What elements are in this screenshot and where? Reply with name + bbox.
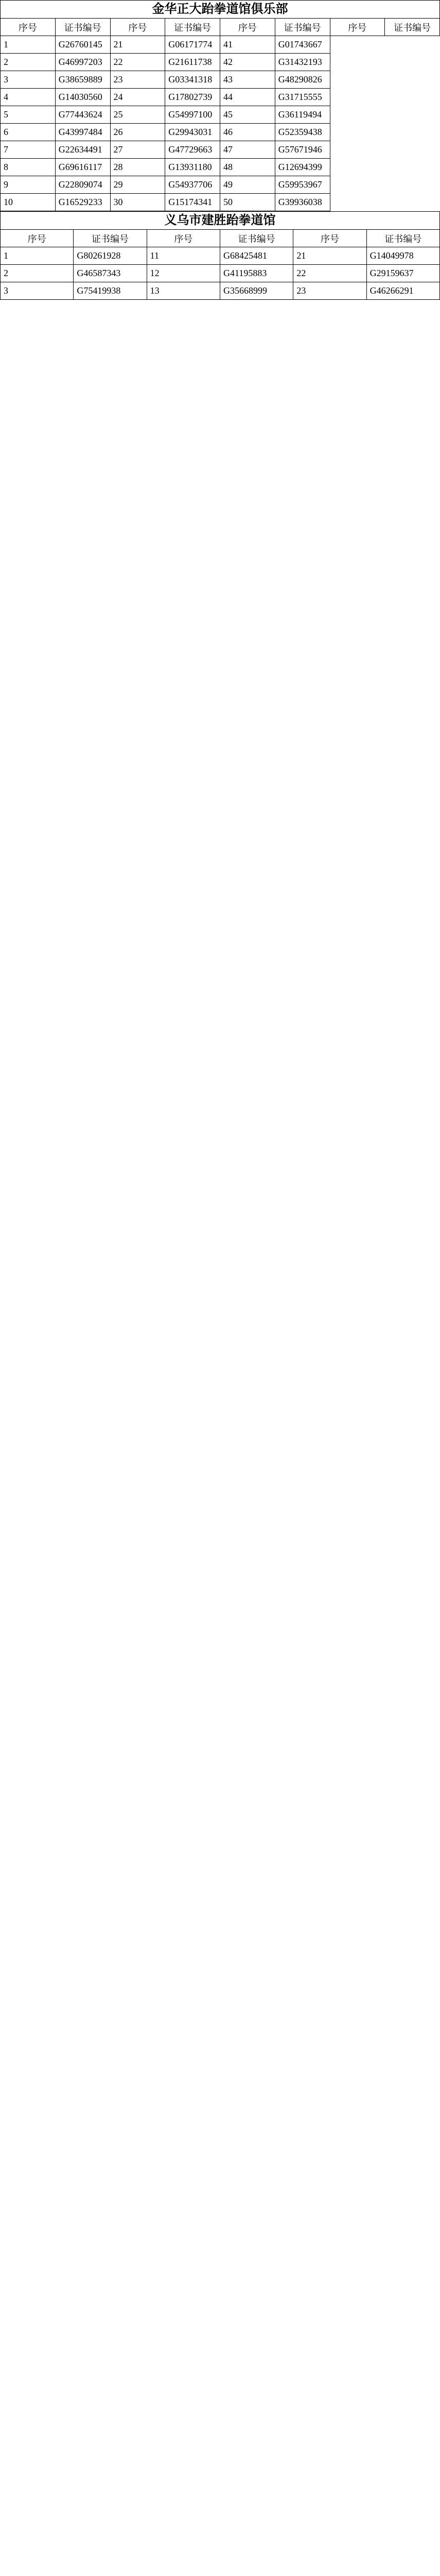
certificate-number-cell: G54937706 (165, 176, 220, 194)
table-row (1, 159, 440, 176)
certificate-number-cell: G59953967 (275, 176, 330, 194)
certificate-number-cell: G14030560 (55, 89, 110, 106)
table-header-cell: 序号 (147, 230, 220, 247)
certificate-number-cell: G41195883 (220, 265, 293, 282)
certificate-number-cell: G57671946 (275, 141, 330, 159)
table-header-cell: 证书编号 (165, 19, 220, 36)
certificate-number-cell: G77443624 (55, 106, 110, 124)
certificate-table (0, 229, 440, 300)
row-number-cell: 23 (110, 71, 165, 89)
table-row (1, 194, 440, 211)
row-number-cell: 2 (1, 265, 74, 282)
row-number-cell: 2 (1, 54, 56, 71)
row-number-cell: 42 (220, 54, 275, 71)
row-number-cell: 41 (220, 36, 275, 54)
row-number-cell: 4 (1, 89, 56, 106)
table-header-cell: 序号 (1, 19, 56, 36)
certificate-number-cell: G01743667 (275, 36, 330, 54)
row-number-cell: 1 (1, 36, 56, 54)
table-header-cell: 证书编号 (220, 230, 293, 247)
section-title: 义乌市建胜跆拳道馆 (0, 211, 440, 229)
table-header-cell: 证书编号 (55, 19, 110, 36)
row-number-cell: 13 (147, 282, 220, 300)
row-number-cell: 6 (1, 124, 56, 141)
certificate-number-cell: G15174341 (165, 194, 220, 211)
certificate-number-cell: G16529233 (55, 194, 110, 211)
table-row (1, 247, 440, 265)
certificate-number-cell: G46587343 (74, 265, 147, 282)
row-number-cell: 48 (220, 159, 275, 176)
table-header-cell: 证书编号 (366, 230, 439, 247)
certificate-number-cell: G39936038 (275, 194, 330, 211)
section (0, 0, 440, 211)
row-number-cell: 3 (1, 282, 74, 300)
certificate-number-cell: G17802739 (165, 89, 220, 106)
row-number-cell: 46 (220, 124, 275, 141)
certificate-number-cell: G36119494 (275, 106, 330, 124)
row-number-cell: 21 (293, 247, 366, 265)
row-number-cell: 7 (1, 141, 56, 159)
table-header-cell: 序号 (220, 19, 275, 36)
table-row (1, 89, 440, 106)
row-number-cell: 21 (110, 36, 165, 54)
table-header-cell: 序号 (1, 230, 74, 247)
table-row (1, 176, 440, 194)
row-number-cell: 26 (110, 124, 165, 141)
row-number-cell: 9 (1, 176, 56, 194)
row-number-cell: 11 (147, 247, 220, 265)
section-title: 金华正大跆拳道馆俱乐部 (0, 0, 440, 18)
table-header-row (1, 230, 440, 247)
certificate-table (0, 18, 440, 211)
table-row (1, 265, 440, 282)
certificate-number-cell: G06171774 (165, 36, 220, 54)
row-number-cell: 49 (220, 176, 275, 194)
table-header-cell: 序号 (110, 19, 165, 36)
table-row (1, 141, 440, 159)
row-number-cell: 45 (220, 106, 275, 124)
table-row (1, 282, 440, 300)
table-header-cell: 证书编号 (385, 19, 440, 36)
certificate-number-cell: G68425481 (220, 247, 293, 265)
row-number-cell: 43 (220, 71, 275, 89)
table-header-row (1, 19, 440, 36)
certificate-number-cell: G29943031 (165, 124, 220, 141)
row-number-cell: 22 (110, 54, 165, 71)
row-number-cell: 25 (110, 106, 165, 124)
row-number-cell: 30 (110, 194, 165, 211)
row-number-cell: 3 (1, 71, 56, 89)
row-number-cell: 10 (1, 194, 56, 211)
certificate-number-cell: G80261928 (74, 247, 147, 265)
section (0, 211, 440, 300)
row-number-cell: 29 (110, 176, 165, 194)
table-row (1, 124, 440, 141)
row-number-cell: 28 (110, 159, 165, 176)
certificate-number-cell: G47729663 (165, 141, 220, 159)
row-number-cell: 8 (1, 159, 56, 176)
certificate-number-cell: G03341318 (165, 71, 220, 89)
certificate-number-cell: G38659889 (55, 71, 110, 89)
row-number-cell: 22 (293, 265, 366, 282)
row-number-cell: 24 (110, 89, 165, 106)
certificate-number-cell: G13931180 (165, 159, 220, 176)
table-row (1, 54, 440, 71)
row-number-cell: 47 (220, 141, 275, 159)
certificate-number-cell: G46266291 (366, 282, 439, 300)
certificate-number-cell: G29159637 (366, 265, 439, 282)
row-number-cell: 44 (220, 89, 275, 106)
certificate-number-cell: G43997484 (55, 124, 110, 141)
certificate-number-cell: G31715555 (275, 89, 330, 106)
certificate-number-cell: G14049978 (366, 247, 439, 265)
table-header-cell: 证书编号 (275, 19, 330, 36)
certificate-number-cell: G48290826 (275, 71, 330, 89)
certificate-number-cell: G22634491 (55, 141, 110, 159)
certificate-number-cell: G21611738 (165, 54, 220, 71)
certificate-number-cell: G12694399 (275, 159, 330, 176)
row-number-cell: 1 (1, 247, 74, 265)
certificate-number-cell: G46997203 (55, 54, 110, 71)
table-row (1, 36, 440, 54)
table-header-cell: 序号 (293, 230, 366, 247)
certificate-number-cell: G69616117 (55, 159, 110, 176)
certificate-number-cell: G22809074 (55, 176, 110, 194)
table-header-cell: 证书编号 (74, 230, 147, 247)
row-number-cell: 27 (110, 141, 165, 159)
row-number-cell: 23 (293, 282, 366, 300)
certificate-number-cell: G52359438 (275, 124, 330, 141)
table-row (1, 71, 440, 89)
row-number-cell: 12 (147, 265, 220, 282)
row-number-cell: 5 (1, 106, 56, 124)
certificate-number-cell: G54997100 (165, 106, 220, 124)
certificate-number-cell: G75419938 (74, 282, 147, 300)
table-row (1, 106, 440, 124)
certificate-number-cell: G35668999 (220, 282, 293, 300)
certificate-number-cell: G26760145 (55, 36, 110, 54)
table-header-cell: 序号 (330, 19, 385, 36)
row-number-cell: 50 (220, 194, 275, 211)
certificate-number-cell: G31432193 (275, 54, 330, 71)
